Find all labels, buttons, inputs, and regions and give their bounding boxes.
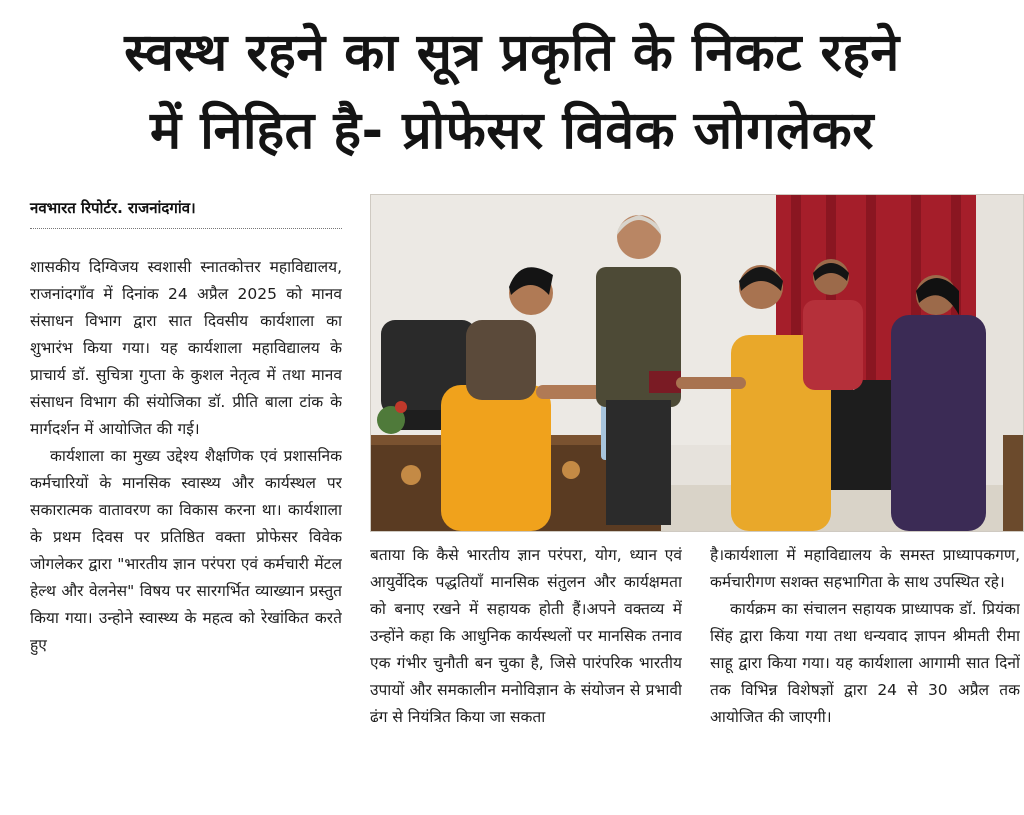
- article-column-3: [710, 542, 1020, 804]
- article-column-2: [370, 542, 682, 804]
- article-column-1: [30, 254, 342, 804]
- headline-line-2: में निहित है- प्रोफेसर विवेक जोगलेकर: [150, 101, 874, 161]
- byline: नवभारत रिपोर्टर. राजनांदगांव।: [30, 199, 196, 217]
- byline-divider: [30, 228, 342, 229]
- paragraph: कार्यक्रम का संचालन सहायक प्राध्यापक डॉ. प्रियंका सिंह द्वारा किया गया तथा धन्यवाद ज्ञापन श्रीमती रीमा साहू द्वारा किया गया। यह कार्यशाला आगामी सात दिनों तक विभिन्न विशेषज्ञों द्वारा 24 से 30 अप्रैल तक आयोजित की जाएगी।: [710, 600, 1020, 726]
- paragraph: शासकीय दिग्विजय स्वशासी स्नातकोत्तर महाविद्यालय, राजनांदगाँव में दिनांक 24 अप्रैल 2025 को मानव संसाधन विभाग द्वारा सात दिवसीय कार्यशाला का शुभारंभ किया गया। यह कार्यशाला महाविद्यालय के प्राचार्य डॉ. सुचित्रा गुप्ता के कुशल नेतृत्व में तथा मानव संसाधन विभाग की संयोजिका डॉ. प्रीति बाला टांक के मार्गदर्शन में आयोजित की गई।: [30, 258, 342, 438]
- news-photo: [370, 194, 1024, 532]
- paragraph: बताया कि कैसे भारतीय ज्ञान परंपरा, योग, ध्यान एवं आयुर्वेदिक पद्धतियाँ मानसिक संतुलन और कार्यक्षमता को बनाए रखने में सहायक होती हैं।अपने वक्तव्य में उन्होंने कहा कि आधुनिक कार्यस्थलों पर मानसिक तनाव एक गंभीर चुनौती बन चुका है, जिसे पारंपरिक भारतीय उपायों और समकालीन मनोविज्ञान के संयोजन से प्रभावी ढंग से नियंत्रित किया जा सकता: [370, 546, 682, 726]
- paragraph: कार्यशाला का मुख्य उद्देश्य शैक्षणिक एवं प्रशासनिक कर्मचारियों के मानसिक स्वास्थ्य और कार्यस्थल पर सकारात्मक वातावरण का विकास करना था। कार्यशाला के प्रथम दिवस पर प्रतिष्ठित वक्ता प्रोफेसर विवेक जोगलेकर द्वारा "भारतीय ज्ञान परंपरा एवं कर्मचारी मेंटल हेल्थ और वेलनेस" विषय पर सारगर्भित व्याख्यान प्रस्तुत किया गया। उन्होने स्वास्थ्य के महत्व को रेखांकित करते हुए: [30, 447, 342, 654]
- paragraph: है।कार्यशाला में महाविद्यालय के समस्त प्राध्यापकगण, कर्मचारीगण सशक्त सहभागिता के साथ उपस्थित रहे।: [710, 546, 1020, 591]
- headline-line-1: स्वस्थ रहने का सूत्र प्रकृति के निकट रहने: [124, 23, 900, 83]
- event-photo-illustration: [371, 195, 1023, 531]
- headline: [0, 14, 1024, 170]
